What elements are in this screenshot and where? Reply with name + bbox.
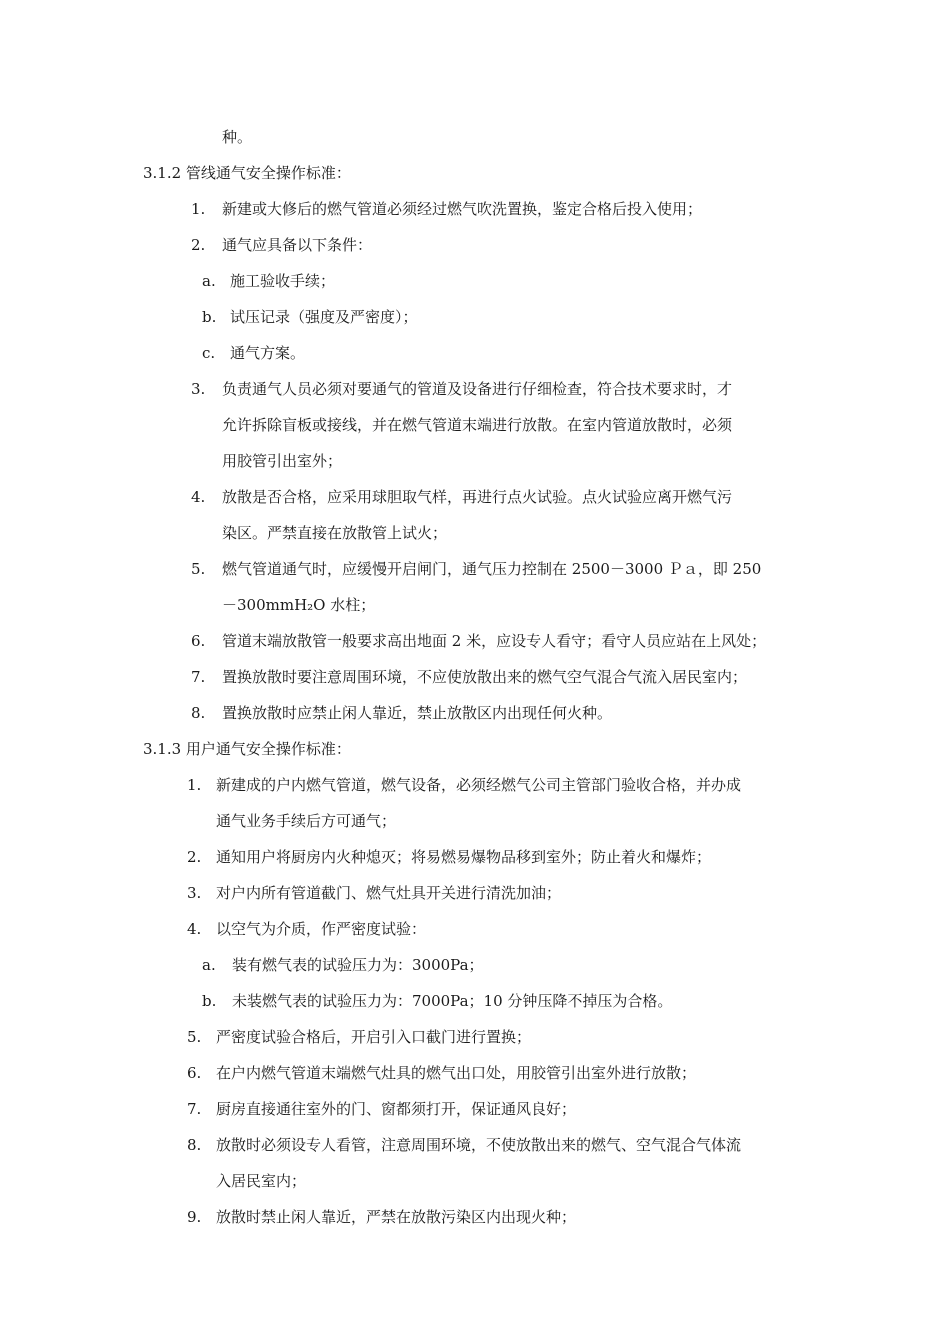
sub-list-marker: b. [202,992,217,1010]
list-item-continuation: 入居民室内； [216,1172,307,1190]
list-marker: 9. [187,1208,202,1226]
sub-list-marker: c. [202,344,216,362]
list-marker: 6. [191,632,206,650]
list-item: 放散是否合格，应采用球胆取气样，再进行点火试验。点火试验应离开燃气污 [222,488,733,506]
sub-list-marker: a. [202,272,216,290]
list-marker: 2. [191,236,206,254]
list-marker: 2. [187,848,202,866]
sub-list-item: 未装燃气表的试验压力为：7000Pa；10 分钟压降不掉压为合格。 [232,992,673,1010]
list-item: 负责通气人员必须对要通气的管道及设备进行仔细检查，符合技术要求时，才 [222,380,733,398]
sub-list-item: 试压记录（强度及严密度）； [230,308,418,326]
list-marker: 8. [191,704,206,722]
sub-list-item: 装有燃气表的试验压力为：3000Pa； [232,956,484,974]
list-marker: 3. [187,884,202,902]
list-item: 在户内燃气管道末端燃气灶具的燃气出口处，用胶管引出室外进行放散； [216,1064,697,1082]
list-marker: 7. [191,668,206,686]
list-marker: 5. [191,560,206,578]
list-item: 新建成的户内燃气管道，燃气设备，必须经燃气公司主管部门验收合格，并办成 [216,776,742,794]
list-item: 以空气为介质，作严密度试验： [216,920,427,938]
list-marker: 4. [191,488,206,506]
list-item: 放散时禁止闲人靠近，严禁在放散污染区内出现火种； [216,1208,577,1226]
list-item: 对户内所有管道截门、燃气灶具开关进行清洗加油； [216,884,562,902]
list-item: 放散时必须设专人看管，注意周围环境，不使放散出来的燃气、空气混合气体流 [216,1136,742,1154]
sub-list-item: 通气方案。 [230,344,306,362]
list-item: 管道末端放散管一般要求高出地面 2 米，应设专人看守；看守人员应站在上风处； [222,632,767,650]
list-item: 厨房直接通往室外的门、窗都须打开，保证通风良好； [216,1100,577,1118]
list-item: 严密度试验合格后，开启引入口截门进行置换； [216,1028,532,1046]
list-item: 通知用户将厨房内火种熄灭；将易燃易爆物品移到室外；防止着火和爆炸； [216,848,712,866]
list-item-continuation: －300mmH₂O 水柱； [222,596,376,614]
list-item-continuation: 染区。严禁直接在放散管上试火； [222,524,448,542]
list-item: 新建或大修后的燃气管道必须经过燃气吹洗置换，鉴定合格后投入使用； [222,200,703,218]
list-marker: 1. [191,200,206,218]
list-marker: 7. [187,1100,202,1118]
sub-list-marker: b. [202,308,217,326]
list-marker: 8. [187,1136,202,1154]
list-marker: 6. [187,1064,202,1082]
list-item: 置换放散时应禁止闲人靠近，禁止放散区内出现任何火种。 [222,704,613,722]
sub-list-item: 施工验收手续； [230,272,336,290]
section-313-heading: 3.1.3 用户通气安全操作标准： [143,740,351,758]
list-item: 燃气管道通气时，应缓慢开启闸门，通气压力控制在 2500－3000 Ｐａ，即 250 [222,560,762,578]
list-item-continuation: 允许拆除盲板或接线，并在燃气管道末端进行放散。在室内管道放散时，必须 [222,416,733,434]
list-marker: 1. [187,776,202,794]
list-item-continuation: 用胶管引出室外； [222,452,343,470]
continuation-text: 种。 [222,128,253,146]
list-item: 置换放散时要注意周围环境，不应使放散出来的燃气空气混合气流入居民室内； [222,668,748,686]
section-312-heading: 3.1.2 管线通气安全操作标准： [143,164,351,182]
list-item-continuation: 通气业务手续后方可通气； [216,812,397,830]
sub-list-marker: a. [202,956,216,974]
list-marker: 3. [191,380,206,398]
list-item: 通气应具备以下条件： [222,236,373,254]
list-marker: 5. [187,1028,202,1046]
list-marker: 4. [187,920,202,938]
